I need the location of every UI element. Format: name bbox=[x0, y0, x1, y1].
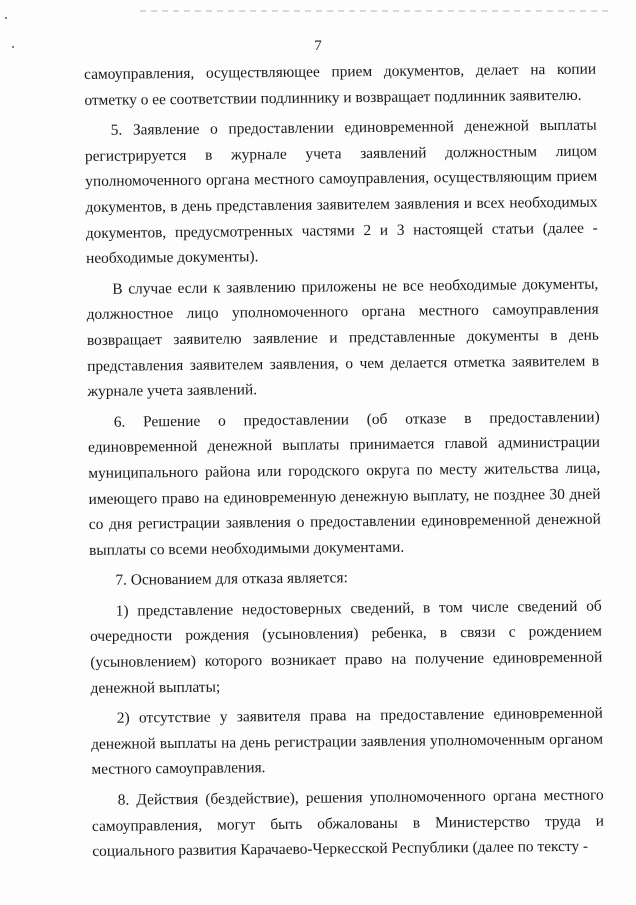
paragraph-item-6: 6. Решение о предоставлении (об отказе в предоставлении) единовременной денежной выплаты принимается главой администрации муниципального района или городского округа по месту жительства лица, имеющего право на единовременную денежную выплату, не позднее 30 дней со дня регистрации заявления о предоставлении единовременной денежной выплаты со всеми необходимыми документами. bbox=[87, 408, 601, 559]
paragraph-subitem-2: 2) отсутствие у заявителя права на предоставление единовременной денежной выплаты на день регистрации заявления уполномоченным органом местного самоуправления. bbox=[91, 704, 604, 779]
page-number: 7 bbox=[314, 38, 322, 54]
scan-artifact-line bbox=[140, 10, 610, 12]
scan-speck bbox=[5, 17, 7, 19]
paragraph-item-7: 7. Основанием для отказа является: bbox=[115, 569, 348, 589]
paragraph-item-8: 8. Действия (бездействие), решения уполномоченного органа местного самоуправления, могут быть обжалованы в Министерство труда и социального развития Карачаево-Черкесской Республики (далее по тексту - bbox=[91, 786, 605, 861]
paragraph-incomplete-documents: В случае если к заявлению приложены не все необходимые документы, должностное лицо уполномоченного органа местного самоуправления возвращает заявителю заявление и представленные документы в день представления заявителем заявления, о чем делается отметка заявителем в журнале учета заявлений. bbox=[86, 275, 600, 401]
paragraph-item-5: 5. Заявление о предоставлении единовременной денежной выплаты регистрируется в журнале учета заявлений должностным лицом уполномоченного органа местного самоуправления, осуществляющим прием документов, в день представления заявителем заявления и всех необходимых документов, предусмотренных частями 2 и 3 настоящей статьи (далее - необходимые документы). bbox=[84, 116, 598, 268]
paragraph-subitem-1: 1) представление недостоверных сведений, в том числе сведений об очередности рождения (усыновления) ребенка, в связи с рождением (усыновлением) которого возникает право на получение единовременной денежной выплаты; bbox=[89, 597, 603, 697]
document-body bbox=[84, 57, 604, 870]
paragraph-continuation: самоуправления, осуществляющее прием документов, делает на копии отметку о ее соответствии подлиннику и возвращает подлинник заявителю. bbox=[84, 60, 597, 109]
